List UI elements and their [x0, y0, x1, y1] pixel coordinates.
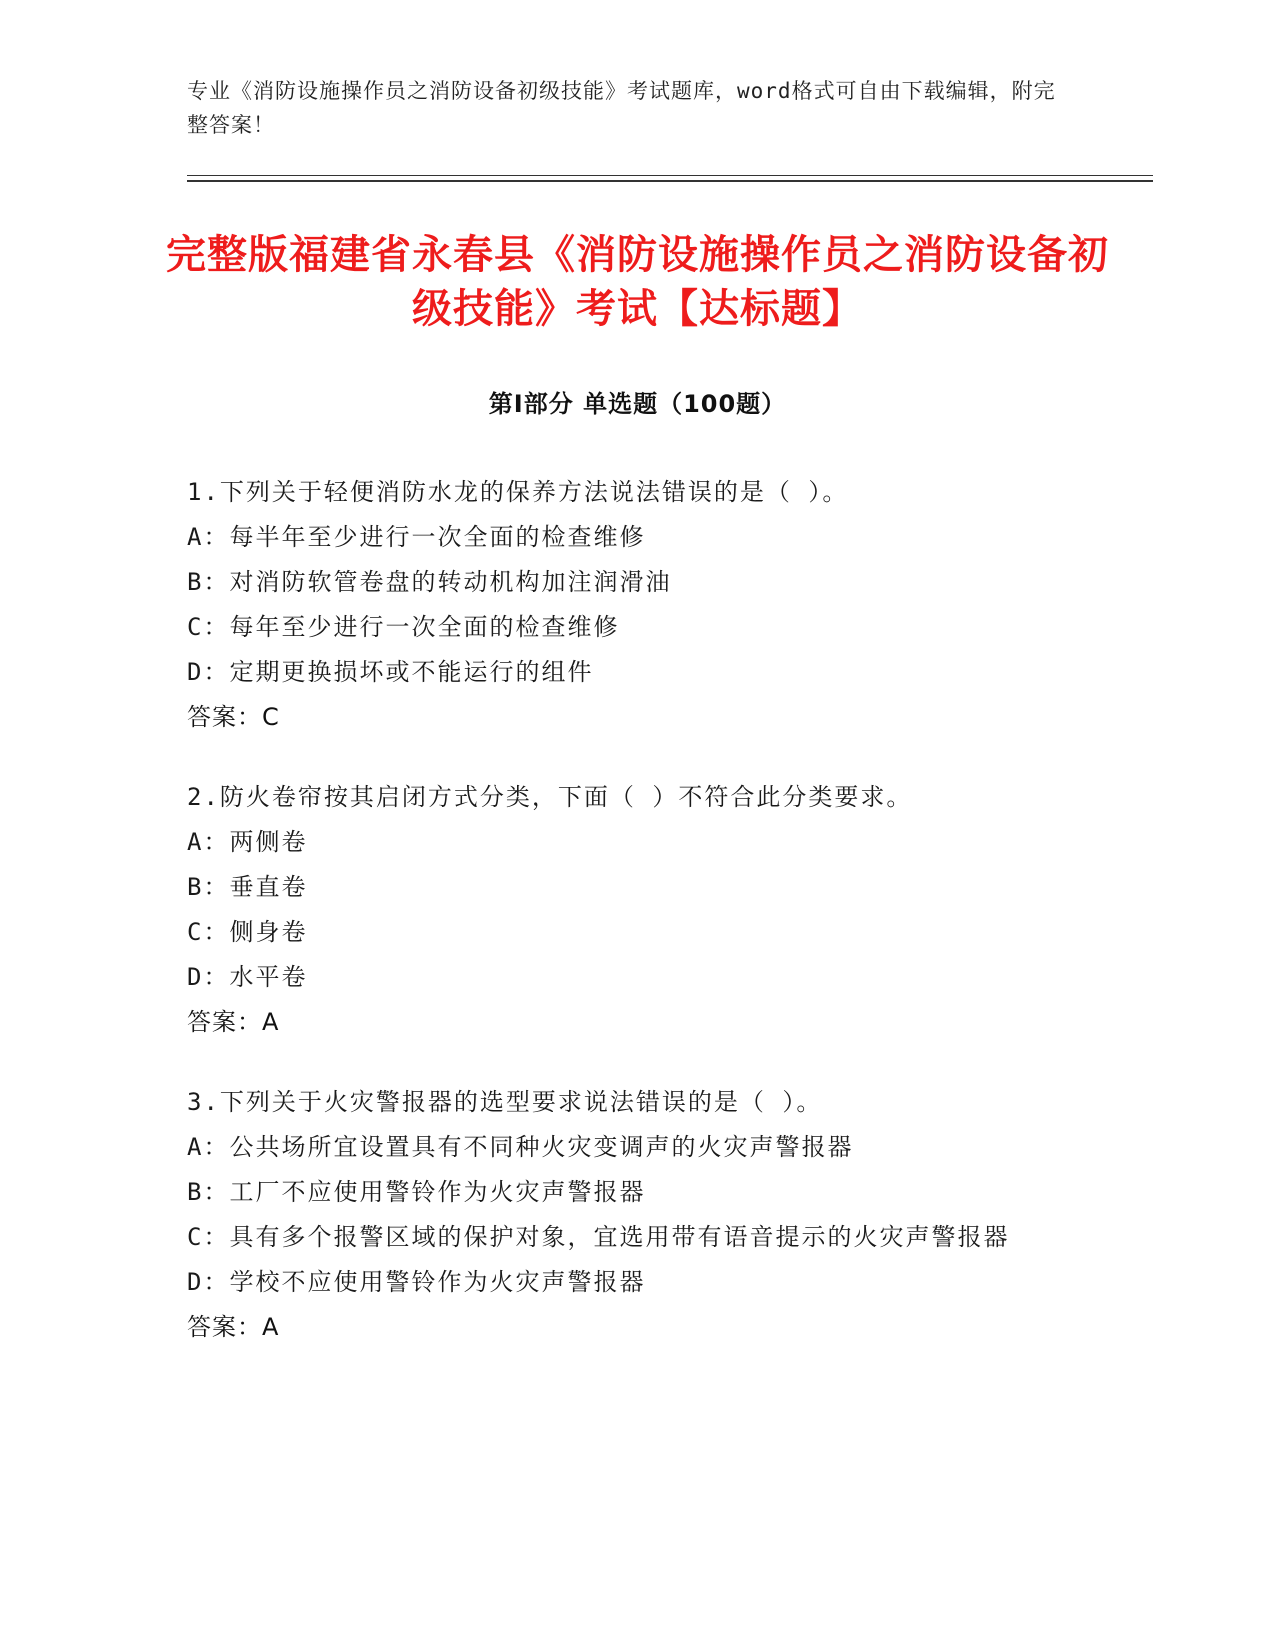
option-d: D：定期更换损坏或不能运行的组件	[187, 658, 594, 686]
section-title: 第Ⅰ部分 单选题（100题）	[488, 390, 787, 418]
option-a: A：两侧卷	[187, 828, 308, 856]
option-d: D：学校不应使用警铃作为火灾声警报器	[187, 1268, 646, 1296]
option-c: C：具有多个报警区域的保护对象，宜选用带有语音提示的火灾声警报器	[187, 1223, 1010, 1251]
question-list	[187, 476, 1082, 1391]
question-1	[187, 476, 1082, 733]
option-d: D：水平卷	[187, 963, 308, 991]
question-stem: 2.防火卷帘按其启闭方式分类，下面（ ）不符合此分类要求。	[187, 783, 913, 811]
option-a: A：每半年至少进行一次全面的检查维修	[187, 523, 646, 551]
option-b: B：对消防软管卷盘的转动机构加注润滑油	[187, 568, 672, 596]
question-stem: 3.下列关于火灾警报器的选型要求说法错误的是（ ）。	[187, 1088, 823, 1116]
question-3	[187, 1086, 1082, 1343]
option-b: B：工厂不应使用警铃作为火灾声警报器	[187, 1178, 646, 1206]
option-b: B：垂直卷	[187, 873, 308, 901]
question-stem: 1.下列关于轻便消防水龙的保养方法说法错误的是（ ）。	[187, 478, 849, 506]
document-title: 完整版福建省永春县《消防设施操作员之消防设备初级技能》考试【达标题】	[166, 232, 1109, 332]
header-divider-thick	[187, 180, 1153, 182]
header-divider-thin	[187, 175, 1153, 176]
answer-label: 答案：A	[187, 1008, 280, 1036]
question-2	[187, 781, 1082, 1038]
option-c: C：每年至少进行一次全面的检查维修	[187, 613, 620, 641]
header-note: 专业《消防设施操作员之消防设备初级技能》考试题库，word格式可自由下载编辑，附完整答案！	[187, 79, 1056, 137]
answer-label: 答案：A	[187, 1313, 280, 1341]
option-a: A：公共场所宜设置具有不同种火灾变调声的火灾声警报器	[187, 1133, 854, 1161]
option-c: C：侧身卷	[187, 918, 308, 946]
answer-label: 答案：C	[187, 703, 280, 731]
